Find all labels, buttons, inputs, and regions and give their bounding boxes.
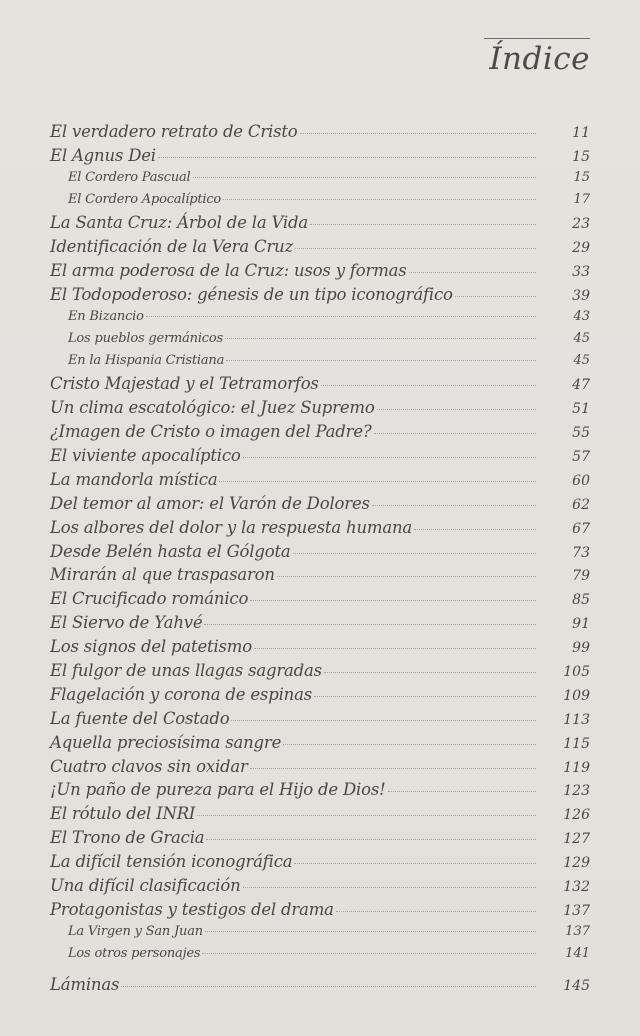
toc-entry-page: 105 [563, 664, 590, 681]
toc-entry-label: Mirarán al que traspasaron [50, 565, 275, 585]
toc-entry-page: 15 [573, 169, 590, 185]
dot-leader [277, 575, 536, 577]
toc-entry [50, 637, 590, 661]
dot-leader [310, 223, 536, 225]
toc-entry-page: 109 [563, 687, 590, 704]
toc-entry [50, 661, 590, 685]
toc-entry-label: Los albores del dolor y la respuesta humana [50, 517, 413, 537]
dot-leader [243, 886, 536, 888]
dot-leader [205, 930, 536, 932]
toc-entry-label: La difícil tensión iconográfica [50, 852, 293, 872]
toc-entry [50, 542, 590, 566]
toc-entry-label: Desde Belén hasta el Gólgota [50, 541, 291, 561]
dot-leader [283, 743, 536, 745]
toc-entry-label: Los otros personajes [68, 945, 201, 961]
dot-leader [455, 295, 536, 297]
toc-entry-label: Aquella preciosísima sangre [50, 732, 282, 752]
toc-entry-page: 15 [572, 148, 590, 165]
dot-leader [254, 647, 536, 649]
toc-entry-page: 123 [563, 783, 590, 800]
toc-entry-page: 132 [563, 879, 590, 896]
toc-entry [50, 518, 590, 542]
toc-entry-label: El fulgor de unas llagas sagradas [50, 661, 322, 681]
toc-entry-page: 51 [572, 401, 590, 418]
dot-leader [374, 432, 536, 434]
toc-entry-label: El arma poderosa de la Cruz: usos y formas [50, 261, 407, 281]
toc-entry [50, 828, 590, 852]
toc-entry-label: La fuente del Costado [50, 708, 230, 728]
toc-entry-page: 45 [573, 352, 590, 368]
toc-entry-page: 60 [572, 472, 590, 489]
toc-entry-label: La mandorla mística [50, 469, 218, 489]
toc-entry [50, 213, 590, 237]
toc-entry-label: Un clima escatológico: el Juez Supremo [50, 398, 375, 418]
toc-entry [50, 422, 590, 446]
toc-entry [50, 900, 590, 924]
toc-entry-page: 145 [563, 978, 590, 995]
toc-entry-page: 85 [572, 592, 590, 609]
toc-subentry [50, 331, 590, 353]
toc-entry-page: 67 [572, 520, 590, 537]
toc-entry-label: Una difícil clasificación [50, 876, 241, 896]
toc-entry-page: 47 [572, 377, 590, 394]
dot-leader [336, 910, 536, 912]
toc-entry [50, 780, 590, 804]
toc-subentry [50, 309, 590, 331]
dot-leader [225, 337, 536, 339]
toc-entry [50, 285, 590, 309]
toc-entry-label: El Cordero Pascual [68, 169, 191, 185]
toc-entry [50, 565, 590, 589]
toc-entry-page: 141 [565, 945, 590, 961]
dot-leader [300, 132, 536, 134]
title-rule-divider [484, 38, 590, 39]
dot-leader [409, 271, 536, 273]
toc-entry-page: 43 [573, 308, 590, 324]
toc-entry-label: ¿Imagen de Cristo o imagen del Padre? [50, 422, 372, 442]
dot-leader [294, 862, 536, 864]
dot-leader [146, 315, 536, 317]
table-of-contents [50, 122, 590, 999]
toc-entry-page: 119 [563, 759, 590, 776]
toc-entry-laminas [50, 975, 590, 999]
dot-leader [377, 408, 536, 410]
toc-entry-page: 137 [565, 923, 590, 939]
toc-entry-label: El Siervo de Yahvé [50, 613, 203, 633]
toc-entry [50, 613, 590, 637]
toc-entry-page: 129 [563, 855, 590, 872]
dot-leader [226, 359, 536, 361]
toc-entry-label: Flagelación y corona de espinas [50, 684, 312, 704]
toc-entry [50, 146, 590, 170]
dot-leader [204, 623, 536, 625]
toc-entry-label: Identificación de la Vera Cruz [50, 237, 294, 257]
toc-entry-label: El Cordero Apocalíptico [68, 191, 222, 207]
dot-leader [250, 767, 536, 769]
toc-subentry [50, 353, 590, 375]
toc-entry-page: 33 [572, 264, 590, 281]
toc-entry-page: 99 [572, 640, 590, 657]
toc-entry-label: El Agnus Dei [50, 145, 156, 165]
toc-entry-label: Los pueblos germánicos [68, 330, 223, 346]
toc-entry-page: 62 [572, 496, 590, 513]
toc-entry-label: El verdadero retrato de Cristo [50, 122, 298, 141]
toc-entry-page: 127 [563, 831, 590, 848]
toc-entry-label: Láminas [50, 975, 120, 995]
dot-leader [388, 790, 536, 792]
toc-entry-page: 137 [563, 902, 590, 919]
dot-leader [243, 456, 536, 458]
toc-entry-label: El rótulo del INRI [50, 804, 196, 824]
toc-entry [50, 446, 590, 470]
dot-leader [121, 985, 536, 987]
toc-entry [50, 733, 590, 757]
toc-entry [50, 757, 590, 781]
toc-entry-label: La Virgen y San Juan [68, 923, 203, 939]
toc-entry-page: 45 [573, 330, 590, 346]
toc-entry-page: 79 [572, 568, 590, 585]
toc-subentry [50, 170, 590, 192]
toc-entry-page: 39 [572, 288, 590, 305]
dot-leader [295, 247, 536, 249]
toc-entry-label: Cristo Majestad y el Tetramorfos [50, 374, 319, 394]
toc-entry [50, 470, 590, 494]
dot-leader [231, 719, 536, 721]
dot-leader [321, 384, 536, 386]
toc-entry-page: 126 [563, 807, 590, 824]
dot-leader [193, 176, 536, 178]
toc-entry-label: En la Hispania Cristiana [68, 352, 225, 368]
dot-leader [293, 552, 536, 554]
dot-leader [372, 504, 536, 506]
toc-entry-label: La Santa Cruz: Árbol de la Vida [50, 213, 309, 233]
toc-entry-label: Cuatro clavos sin oxidar [50, 756, 248, 776]
toc-entry-page: 115 [563, 735, 590, 752]
toc-entry [50, 122, 590, 146]
toc-entry [50, 876, 590, 900]
toc-entry-page: 29 [572, 240, 590, 257]
toc-entry [50, 709, 590, 733]
toc-entry-page: 73 [572, 544, 590, 561]
toc-entry [50, 237, 590, 261]
toc-entry-page: 91 [572, 616, 590, 633]
dot-leader [158, 156, 536, 158]
toc-entry-page: 23 [572, 216, 590, 233]
toc-entry [50, 398, 590, 422]
dot-leader [219, 480, 536, 482]
toc-entry-label: Protagonistas y testigos del drama [50, 899, 334, 919]
toc-entry [50, 374, 590, 398]
toc-entry-page: 113 [563, 711, 590, 728]
toc-entry-page: 11 [572, 125, 590, 141]
toc-entry [50, 494, 590, 518]
toc-entry [50, 589, 590, 613]
toc-subentry [50, 924, 590, 946]
page-title: Índice [489, 41, 590, 77]
toc-entry-label: El Trono de Gracia [50, 828, 205, 848]
dot-leader [197, 814, 536, 816]
toc-entry-label: El Crucificado románico [50, 589, 249, 609]
toc-entry-page: 55 [572, 425, 590, 442]
dot-leader [250, 599, 536, 601]
toc-entry [50, 261, 590, 285]
dot-leader [202, 952, 536, 954]
toc-entry-page: 17 [573, 191, 590, 207]
toc-entry [50, 804, 590, 828]
toc-entry-page: 57 [572, 449, 590, 465]
dot-leader [324, 671, 536, 673]
dot-leader [206, 838, 536, 840]
dot-leader [414, 528, 536, 530]
toc-entry-label: En Bizancio [68, 308, 144, 324]
toc-entry-label: Del temor al amor: el Varón de Dolores [50, 493, 370, 513]
toc-subentry [50, 946, 590, 968]
toc-entry [50, 685, 590, 709]
toc-entry-label: ¡Un paño de pureza para el Hijo de Dios! [50, 780, 386, 800]
dot-leader [314, 695, 536, 697]
toc-entry-label: El viviente apocalíptico [50, 446, 241, 465]
toc-entry-label: Los signos del patetismo [50, 637, 252, 657]
dot-leader [223, 198, 536, 200]
toc-subentry [50, 192, 590, 214]
toc-entry [50, 852, 590, 876]
toc-entry-label: El Todopoderoso: génesis de un tipo iconográfico [50, 285, 453, 305]
